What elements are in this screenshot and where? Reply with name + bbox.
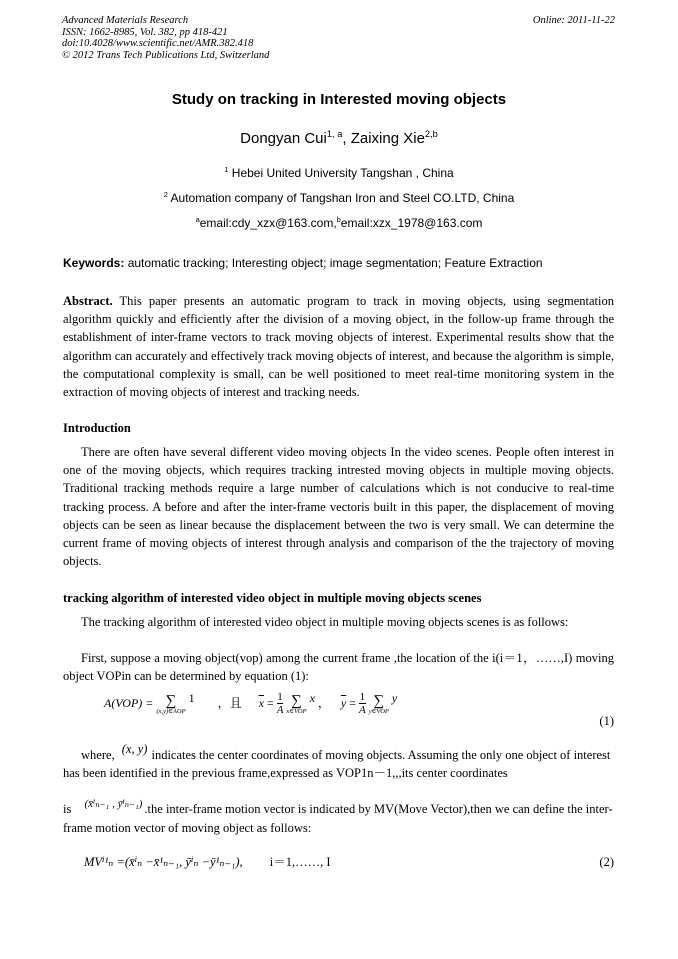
is-text: .the inter-frame motion vector is indicated by MV(Move Vector),then we can define the inter-frame motion vector of moving object as follows:: [63, 802, 613, 836]
where-text: indicates the center coordinates of moving objects. Assuming the only one object of interest has been identified in the previous frame,expressed as VOP1n－1,,,its center coordinates: [63, 748, 611, 781]
eq1-sum: [156, 694, 185, 715]
keywords-label: Keywords:: [63, 256, 125, 270]
sigma-symbol: ∑: [165, 692, 177, 709]
eq1-eq-x: =: [266, 695, 274, 710]
online-date: Online: 2011-11-22: [532, 15, 615, 26]
email-b-sup: b: [336, 215, 341, 224]
eq1-sum-x: [286, 694, 306, 715]
is-math: (x̄ⁱₙ₋₁ , ȳⁱₙ₋₁): [84, 798, 143, 810]
where-label: where,: [81, 748, 115, 762]
eq1-ybar: $\overline{y}$: [340, 695, 347, 710]
introduction-heading: Introduction: [63, 421, 131, 435]
abstract-text: This paper presents an automatic program to track in moving objects, using segmentation algorithm quickly and efficiently after the division of a moving object, in the follow-up frame through the establishment of inter-frame vectors to track moving objects of interest. Experimental results show that the algorithm can accurately and effectively track moving objects of interest, and because the algorithm is simple, the computational complexity is small, can be well positioned to meet real-time monitoring system in the extraction of moving objects of interest and tracking needs.: [63, 294, 614, 400]
author-1-sup: 1, a: [326, 129, 343, 139]
affiliation-2: [0, 191, 678, 205]
journal-name: Advanced Materials Research: [62, 15, 189, 26]
email-b: email:xzx_1978@163.com: [340, 216, 483, 230]
author-1: Dongyan Cui: [240, 130, 327, 147]
abstract-paragraph: [63, 292, 614, 401]
author-line: [0, 130, 678, 147]
equation-1-number: (1): [599, 714, 614, 728]
section-paragraph-2: First, suppose a moving object(vop) among the current frame ,the location of the i(i＝1，……,I) moving object VOPin can be determined by equation (1):: [63, 651, 614, 684]
issn-line: ISSN: 1662-8985, Vol. 382, pp 418-421: [62, 26, 228, 38]
where-line: [63, 742, 614, 782]
eq1-frac-y-num: 1: [359, 691, 366, 703]
equation-2-number: (2): [599, 855, 614, 869]
is-line: [63, 800, 614, 837]
equation-1: [104, 692, 397, 716]
section-paragraph-1: The tracking algorithm of interested video object in multiple moving objects scenes is as follows:: [81, 615, 569, 629]
is-label: is: [63, 802, 72, 816]
abstract-label: Abstract.: [63, 294, 113, 308]
eq1-frac-x-den: A: [276, 704, 284, 716]
sigma-symbol: ∑: [373, 692, 385, 709]
eq1-sum-sub: (x,y)∈AOP: [156, 707, 186, 715]
eq1-xterm: x: [309, 690, 315, 705]
eq1-eq-y: =: [349, 695, 357, 710]
eq1-lhs: A(VOP) =: [104, 695, 154, 710]
eq1-frac-y: [359, 692, 366, 716]
keywords: [63, 256, 543, 270]
affiliation-1-text: Hebei United University Tangshan , China: [228, 166, 454, 180]
copyright-line: © 2012 Trans Tech Publications Ltd, Switzerland: [62, 49, 270, 61]
eq1-yterm: y: [391, 690, 398, 705]
eq1-one: 1: [188, 690, 195, 705]
eq1-xbar: $\overline{x}$: [258, 695, 264, 710]
paper-title: Study on tracking in Interested moving objects: [171, 91, 507, 108]
introduction-paragraph: There are often have several different video moving objects In the video scenes. People often interest in one of the moving objects, which requires tracking intrested moving objects in multiple moving objects. Traditional tracking methods require a large number of calculations which is not conducive to real-time tracking process. A before and after the inter-frame vectoris built in this paper, the displacement of moving objects can be seen as linear because the displacement between the two is very small. We can determine the current frame of moving objects of interest through analysis and comparison of the the trajectory of moving objects.: [63, 445, 614, 569]
equation-2: [84, 852, 331, 870]
eq1-comma: ，: [317, 695, 330, 710]
email-line: [0, 216, 678, 230]
doi-line: doi:10.4028/www.scientific.net/AMR.382.418: [62, 38, 254, 49]
keywords-text: automatic tracking; Interesting object; image segmentation; Feature Extraction: [124, 256, 543, 270]
author-2-sup: 2,b: [424, 129, 438, 139]
email-a-sup: a: [195, 215, 200, 224]
section-heading: tracking algorithm of interested video object in multiple moving objects scenes: [63, 591, 482, 605]
eq1-ysub: y∈VOP: [368, 707, 389, 715]
eq1-sep: ，且: [217, 695, 242, 710]
affiliation-2-text: Automation company of Tangshan Iron and Steel CO.LTD, China: [167, 191, 515, 205]
eq1-xsub: x∈VOP: [286, 707, 307, 715]
affiliation-1-num: 1: [224, 165, 229, 174]
email-a: email:cdy_xzx@163.com,: [199, 216, 337, 230]
affiliation-1: [0, 166, 678, 180]
eq1-sum-y: [369, 694, 389, 715]
where-math: (x, y): [121, 742, 148, 756]
journal-header: [62, 15, 269, 61]
affiliation-2-num: 2: [163, 190, 168, 199]
author-separator: ,: [342, 130, 351, 147]
eq1-frac-x: [277, 692, 284, 716]
eq2-range: i＝1,……, I: [269, 855, 331, 869]
eq2-expr: MVⁱ¹ₙ =(x̄ⁱₙ −x̄¹ₙ₋₁, ȳⁱₙ −ȳ¹ₙ₋₁),: [84, 855, 243, 869]
sigma-symbol: ∑: [291, 692, 302, 709]
eq1-frac-x-num: 1: [277, 691, 283, 703]
eq1-frac-y-den: A: [359, 704, 366, 716]
author-2: Zaixing Xie: [350, 130, 425, 147]
